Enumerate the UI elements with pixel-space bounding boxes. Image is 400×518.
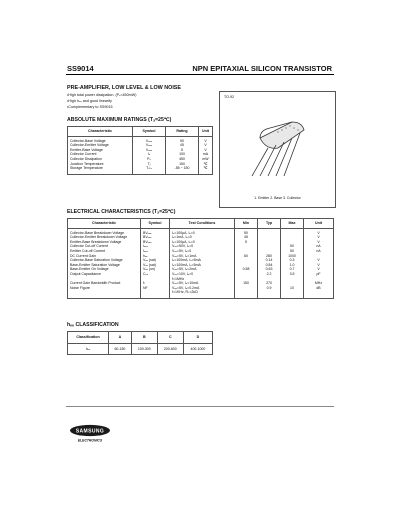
cell: Vₑₑ=5V, Iₑ=0.2mA — [170, 286, 235, 291]
cell: Iₑ=100mA, Iₑ=5mA — [170, 263, 235, 268]
col-header: Unit — [304, 219, 334, 229]
cell: Storage Temperature — [68, 166, 133, 174]
logo-sub-text: ELECTRONICS — [77, 438, 103, 443]
cell: Iₑ=100μA, Iₑ=0 — [170, 228, 235, 235]
cell: Iₑ=100μA, Iₑ=0 — [170, 240, 235, 245]
header-divider — [66, 74, 334, 75]
footer-divider — [66, 406, 334, 407]
col-header: Test Conditions — [170, 219, 235, 229]
hfe-class-heading: hₑₑ CLASSIFICATION — [67, 322, 119, 328]
cell — [68, 290, 141, 298]
cell: Emitter-Base Voltage — [68, 148, 133, 153]
cell: DC Current Gain — [68, 254, 141, 259]
cell: dB — [304, 286, 334, 291]
cell: ℃ — [199, 162, 213, 167]
cell: Vₑₑₑ — [133, 136, 166, 143]
cell: Tₛₜₑ — [133, 166, 166, 174]
cell: Collector-Base Saturation Voltage — [68, 258, 141, 263]
cell: V — [304, 235, 334, 240]
cell: 270 — [258, 281, 281, 286]
cell: Collector-Emitter Breakdown Voltage — [68, 235, 141, 240]
cell: 50 — [281, 244, 304, 249]
table-row — [68, 290, 334, 298]
cell: nA — [304, 249, 334, 254]
cell: BVₑₑₑ — [141, 228, 170, 235]
cell: Collector Dissipation — [68, 157, 133, 162]
cell: Collector-Base Voltage — [68, 136, 133, 143]
table-row — [68, 166, 213, 174]
cell: V — [199, 136, 213, 143]
cell: -55 ~ 150 — [166, 166, 199, 174]
cell: hₑₑ — [68, 343, 109, 355]
cell: Noise Figure — [68, 286, 141, 291]
cell: Vₑₑ=5V, Iₑ=2mA — [170, 267, 235, 272]
part-number: SS9014 — [67, 64, 94, 73]
col-header: Symbol — [141, 219, 170, 229]
cell: Pₑ — [133, 157, 166, 162]
cell: 50 — [166, 136, 199, 143]
cell: 60 — [235, 254, 258, 259]
cell — [258, 228, 281, 235]
cell: Vₑₑ=50V, Iₑ=0 — [170, 244, 235, 249]
samsung-logo — [69, 424, 117, 444]
cell: Output Capacitance — [68, 272, 141, 277]
abs-max-heading: ABSOLUTE MAXIMUM RATINGS (Tₐ=25℃) — [67, 117, 172, 123]
cell: 100-300 — [131, 343, 157, 355]
cell: Vₑₑ (sat) — [141, 263, 170, 268]
cell: 50 — [281, 249, 304, 254]
col-header: Rating — [166, 127, 199, 137]
cell: 400-1000 — [183, 343, 212, 355]
cell: 100 — [166, 152, 199, 157]
cell: Vₑₑ=10V, Iₑ=0 — [170, 272, 235, 277]
package-label: TO-92 — [224, 95, 235, 99]
cell: f=1KHz, Rₛ=2kΩ — [170, 290, 235, 298]
page-title: NPN EPITAXIAL SILICON TRANSISTOR — [192, 64, 332, 73]
col-header: A — [109, 332, 132, 344]
col-header: D — [183, 332, 212, 344]
cell — [141, 290, 170, 298]
cell — [304, 290, 334, 298]
cell: 0.7 — [281, 267, 304, 272]
col-header: Max — [281, 219, 304, 229]
cell: Cₒₑ — [141, 272, 170, 277]
cell: NF — [141, 286, 170, 291]
cell: Base-Emitter Saturation Voltage — [68, 263, 141, 268]
cell: 280 — [258, 254, 281, 259]
cell: Junction Temperature — [68, 162, 133, 167]
cell: Iₑ=100mA, Iₑ=5mA — [170, 258, 235, 263]
to92-package-icon — [220, 92, 335, 192]
cell: 50 — [235, 228, 258, 235]
col-header: B — [131, 332, 157, 344]
cell: 1000 — [281, 254, 304, 259]
col-header: Unit — [199, 127, 213, 137]
cell: 0.58 — [235, 267, 258, 272]
cell: Collector-Base Breakdown Voltage — [68, 228, 141, 235]
table-header-row — [68, 127, 213, 137]
cell: Vₑₑ=5V, Iₑ=10mA — [170, 281, 235, 286]
cell: 60-150 — [109, 343, 132, 355]
cell: 150 — [235, 281, 258, 286]
feature-item: • Complementary to SS9015 — [67, 104, 136, 110]
cell: 200-600 — [157, 343, 183, 355]
cell — [258, 290, 281, 298]
cell: Vₑₑ=5V, Iₑ=0 — [170, 249, 235, 254]
cell: Vₑₑ (on) — [141, 267, 170, 272]
cell: mW — [199, 157, 213, 162]
cell: hₑₑ — [141, 254, 170, 259]
logo-brand-text: SAMSUNG — [75, 428, 105, 435]
cell: Collector Cut-off Current — [68, 244, 141, 249]
cell: V — [304, 267, 334, 272]
feature-item: • High total power dissipation. (Pₓ=450mW) — [67, 92, 136, 98]
cell: ℃ — [199, 166, 213, 174]
cell: Iₑₑₑ — [141, 249, 170, 254]
cell: 2.2 — [258, 272, 281, 277]
col-header: Characteristic — [68, 219, 141, 229]
elec-table — [67, 218, 334, 299]
cell: 0.84 — [258, 263, 281, 268]
cell: V — [199, 148, 213, 153]
elec-table-body — [68, 228, 334, 298]
cell: 5 — [235, 240, 258, 245]
table-row — [68, 136, 213, 143]
cell: Emitter-Base Breakdown Voltage — [68, 240, 141, 245]
cell: V — [304, 263, 334, 268]
feature-item: • High hₑₑ and good linearity — [67, 98, 136, 104]
cell: 0.9 — [258, 286, 281, 291]
cell: 45 — [235, 235, 258, 240]
package-drawing-box — [219, 91, 336, 208]
col-header: Classification — [68, 332, 109, 344]
feature-list — [67, 92, 136, 110]
cell: 0.3 — [281, 258, 304, 263]
cell: 0.14 — [258, 258, 281, 263]
cell: f=1MHz — [170, 277, 235, 282]
cell — [281, 290, 304, 298]
features-heading: PRE-AMPLIFIER, LOW LEVEL & LOW NOISE — [67, 85, 182, 91]
table-row — [68, 343, 213, 355]
table-header-row — [68, 219, 334, 229]
cell: Vₑₑₑ — [133, 143, 166, 148]
cell: BVₑₑₑ — [141, 235, 170, 240]
cell: Emitter Cut-off Current — [68, 249, 141, 254]
hfe-class-table — [67, 331, 213, 355]
cell: BVₑₑₑ — [141, 240, 170, 245]
cell: 0.63 — [258, 267, 281, 272]
cell: Tⱼ — [133, 162, 166, 167]
cell: 3.5 — [281, 272, 304, 277]
cell: V — [304, 228, 334, 235]
cell: Vₑₑ=5V, Iₑ=1mA — [170, 254, 235, 259]
cell — [235, 290, 258, 298]
cell: V — [304, 258, 334, 263]
cell: Vₑₑₑ — [133, 148, 166, 153]
cell: fₜ — [141, 281, 170, 286]
package-caption: 1. Emitter 2. Base 3. Collector — [254, 196, 301, 200]
abs-max-table — [67, 126, 213, 175]
cell: Collector-Emitter Voltage — [68, 143, 133, 148]
cell: Vₑₑ (sat) — [141, 258, 170, 263]
cell: 450 — [166, 157, 199, 162]
col-header: C — [157, 332, 183, 344]
col-header: Symbol — [133, 127, 166, 137]
elec-heading: ELECTRICAL CHARACTERISTICS (Tₐ=25℃) — [67, 209, 176, 215]
cell: V — [304, 240, 334, 245]
col-header: Characteristic — [68, 127, 133, 137]
cell: 45 — [166, 143, 199, 148]
cell: Current Gain Bandwidth Product — [68, 281, 141, 286]
cell: 150 — [166, 162, 199, 167]
table-row — [68, 228, 334, 235]
cell: 5 — [166, 148, 199, 153]
cell: 1.0 — [281, 263, 304, 268]
cell: Iₑ — [133, 152, 166, 157]
cell — [281, 228, 304, 235]
col-header: Min — [235, 219, 258, 229]
cell: nA — [304, 244, 334, 249]
col-header: Typ — [258, 219, 281, 229]
cell: pF — [304, 272, 334, 277]
cell: 10 — [281, 286, 304, 291]
table-header-row — [68, 332, 213, 344]
cell: Collector Current — [68, 152, 133, 157]
cell: MHz — [304, 281, 334, 286]
cell: V — [199, 143, 213, 148]
cell: Base-Emitter On Voltage — [68, 267, 141, 272]
cell: Iₑₑₑ — [141, 244, 170, 249]
cell: mA — [199, 152, 213, 157]
cell: Iₑ=1mA, Iₑ=0 — [170, 235, 235, 240]
